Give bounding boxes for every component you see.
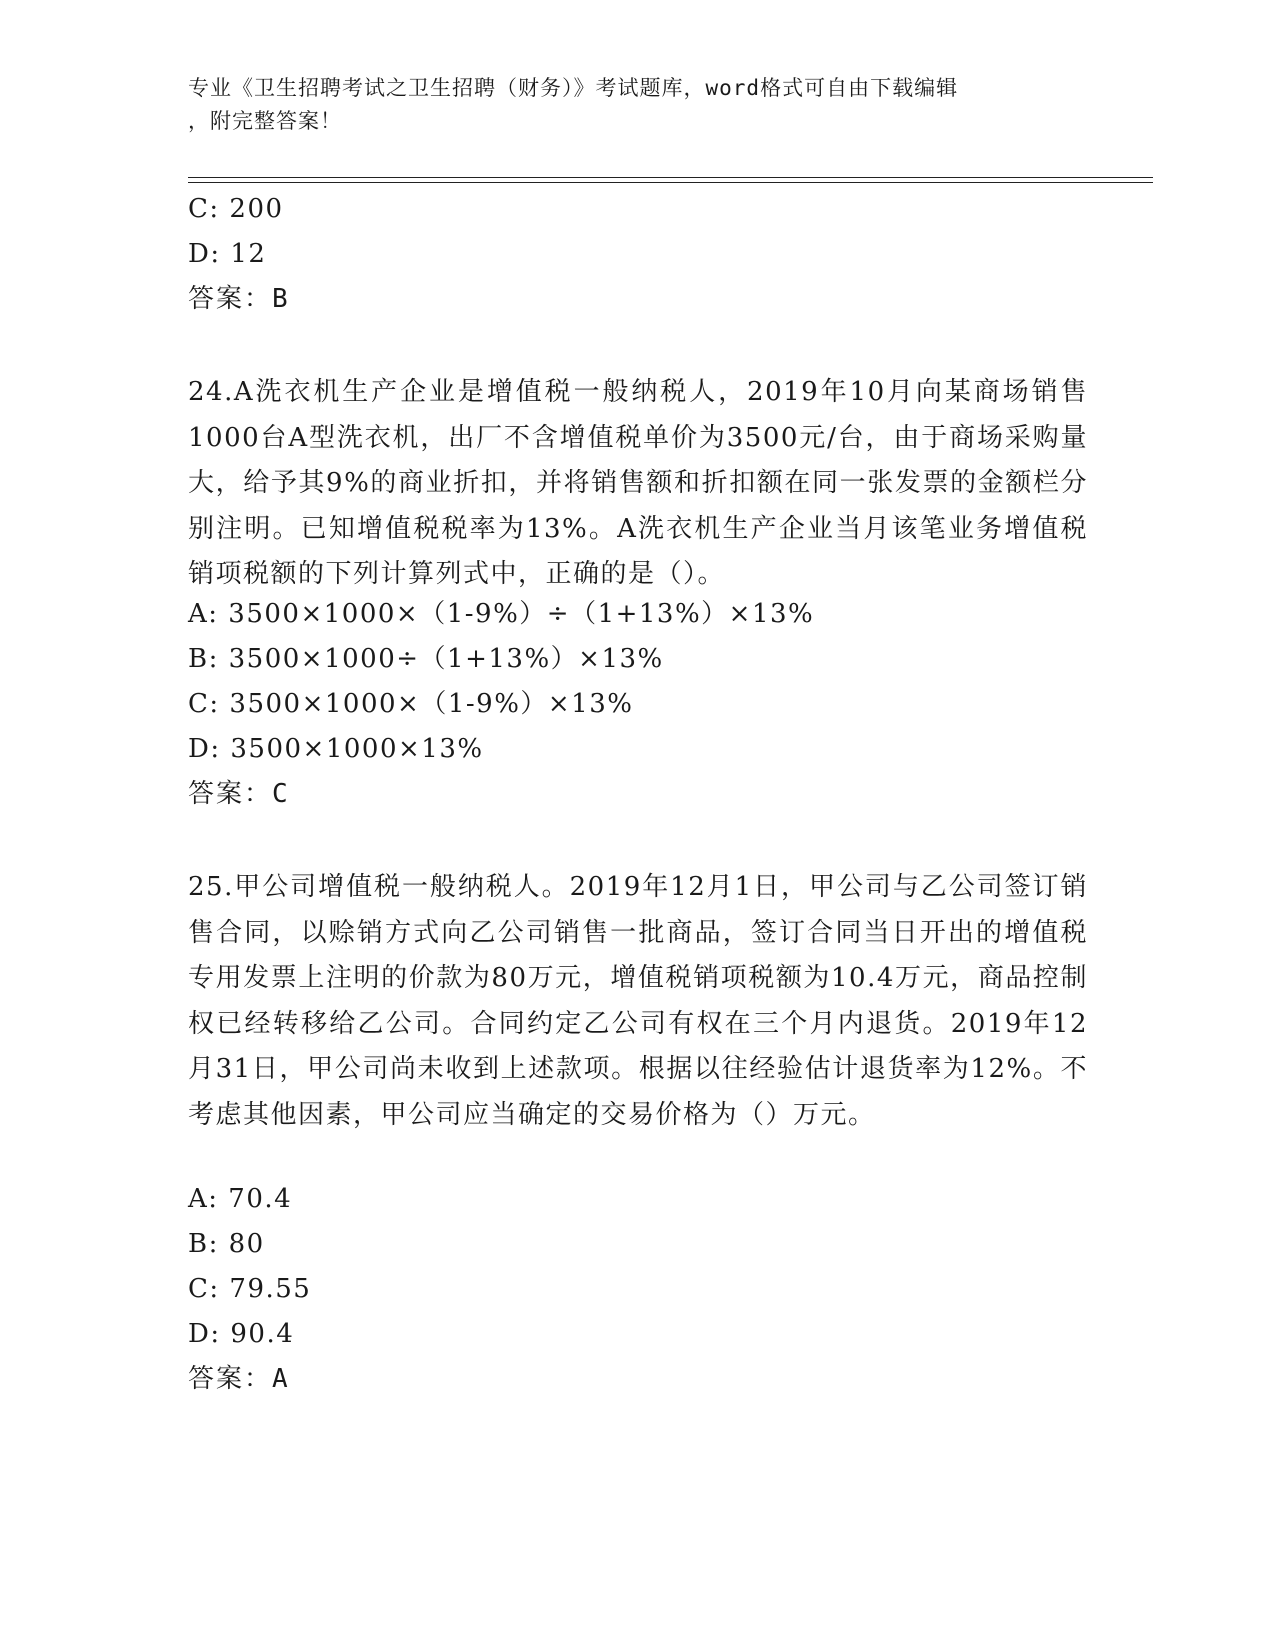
q25-question-text: 25.甲公司增值税一般纳税人。2019年12月1日，甲公司与乙公司签订销售合同，以赊销方式向乙公司销售一批商品，签订合同当日开出的增值税专用发票上注明的价款为80万元，增值税销项税额为10.4万元，商品控制权已经转移给乙公司。合同约定乙公司有权在三个月内退货。2019年12月31日，甲公司尚未收到上述款项。根据以往经验估计退货率为12%。不考虑其他因素，甲公司应当确定的交易价格为（）万元。	[188, 872, 1088, 1130]
q23-option-d: D: 12	[188, 239, 267, 269]
q24-option-b: B: 3500×1000÷（1+13%）×13%	[188, 644, 664, 674]
header-divider-top	[188, 177, 1153, 178]
header-divider-bottom	[188, 182, 1153, 183]
q23-option-c: C: 200	[188, 194, 284, 224]
q24-answer: 答案：C	[188, 779, 290, 809]
header-line-1: 专业《卫生招聘考试之卫生招聘（财务）》考试题库，word格式可自由下载编辑	[188, 76, 959, 100]
q24-question-text: 24.A洗衣机生产企业是增值税一般纳税人，2019年10月向某商场销售1000台A型洗衣机，出厂不含增值税单价为3500元/台，由于商场采购量大，给予其9%的商业折扣，并将销售额和折扣额在同一张发票的金额栏分别注明。已知增值税税率为13%。A洗衣机生产企业当月该笔业务增值税销项税额的下列计算列式中，正确的是（）。	[188, 377, 1088, 589]
document-header	[188, 72, 1088, 138]
q25-answer: 答案：A	[188, 1364, 290, 1394]
header-line-2: ，附完整答案！	[188, 109, 342, 133]
q25-option-a: A: 70.4	[188, 1184, 293, 1214]
q24-option-c: C: 3500×1000×（1-9%）×13%	[188, 689, 634, 719]
q25-option-b: B: 80	[188, 1229, 265, 1259]
q23-answer: 答案：B	[188, 284, 290, 314]
q24-option-a: A: 3500×1000×（1-9%）÷（1+13%）×13%	[188, 599, 815, 629]
q25-option-c: C: 79.55	[188, 1274, 312, 1304]
q25-option-d: D: 90.4	[188, 1319, 295, 1349]
q24-option-d: D: 3500×1000×13%	[188, 734, 484, 764]
